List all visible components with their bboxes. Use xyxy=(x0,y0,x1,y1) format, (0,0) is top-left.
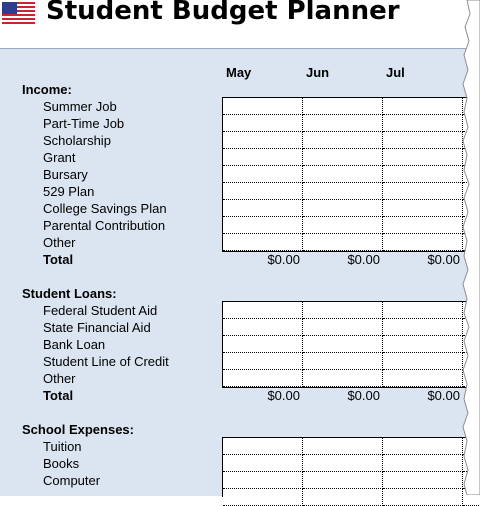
expenses-input-grid xyxy=(222,437,474,497)
budget-input-cell[interactable] xyxy=(303,438,383,455)
budget-input-cell[interactable] xyxy=(303,217,383,234)
budget-input-cell[interactable] xyxy=(223,319,303,336)
budget-input-cell[interactable] xyxy=(303,132,383,149)
budget-input-cell[interactable] xyxy=(303,166,383,183)
budget-input-cell[interactable] xyxy=(223,132,303,149)
budget-input-cell[interactable] xyxy=(303,353,383,370)
budget-input-cell[interactable] xyxy=(303,489,383,506)
budget-input-cell[interactable] xyxy=(223,336,303,353)
budget-input-cell[interactable] xyxy=(383,319,463,336)
budget-input-cell[interactable] xyxy=(223,489,303,506)
budget-input-cell[interactable] xyxy=(223,353,303,370)
budget-sheet xyxy=(0,48,474,496)
budget-input-cell[interactable] xyxy=(303,149,383,166)
row-label: Computer xyxy=(43,473,101,488)
total-value: $0.00 xyxy=(267,252,300,267)
budget-input-cell[interactable] xyxy=(303,472,383,489)
total-label: Total xyxy=(43,388,74,403)
budget-input-cell[interactable] xyxy=(303,370,383,387)
budget-input-cell[interactable] xyxy=(223,166,303,183)
budget-input-cell[interactable] xyxy=(223,472,303,489)
row-label: Parental Contribution xyxy=(43,218,166,233)
budget-input-cell[interactable] xyxy=(383,200,463,217)
row-label: Other xyxy=(43,235,76,250)
row-label: Student Line of Credit xyxy=(43,354,169,369)
budget-input-cell[interactable] xyxy=(223,234,303,251)
budget-input-cell[interactable] xyxy=(223,217,303,234)
section-heading-expenses: School Expenses: xyxy=(22,422,134,437)
row-label: Books xyxy=(43,456,80,471)
budget-input-cell[interactable] xyxy=(383,132,463,149)
total-value: $0.00 xyxy=(267,388,300,403)
row-label: College Savings Plan xyxy=(43,201,167,216)
total-value: $0.00 xyxy=(427,388,460,403)
budget-input-cell[interactable] xyxy=(223,302,303,319)
row-label: State Financial Aid xyxy=(43,320,151,335)
budget-input-cell[interactable] xyxy=(383,217,463,234)
row-label: Other xyxy=(43,371,76,386)
budget-input-cell[interactable] xyxy=(223,455,303,472)
budget-input-cell[interactable] xyxy=(383,166,463,183)
total-label: Total xyxy=(43,252,74,267)
budget-input-cell[interactable] xyxy=(383,302,463,319)
us-flag-icon xyxy=(2,2,35,24)
budget-input-cell[interactable] xyxy=(303,455,383,472)
page-title: Student Budget Planner xyxy=(46,0,400,26)
budget-input-cell[interactable] xyxy=(383,183,463,200)
row-label: Summer Job xyxy=(43,99,117,114)
title-bar xyxy=(0,0,480,48)
budget-input-cell[interactable] xyxy=(303,98,383,115)
budget-input-cell[interactable] xyxy=(223,183,303,200)
budget-input-cell[interactable] xyxy=(383,234,463,251)
budget-input-cell[interactable] xyxy=(223,370,303,387)
section-heading-loans: Student Loans: xyxy=(22,286,117,301)
budget-input-cell[interactable] xyxy=(383,472,463,489)
budget-input-cell[interactable] xyxy=(383,353,463,370)
loans-input-grid xyxy=(222,301,474,388)
budget-input-cell[interactable] xyxy=(303,115,383,132)
total-value: $0.00 xyxy=(427,252,460,267)
total-value: $0.00 xyxy=(347,388,380,403)
row-label: Tuition xyxy=(43,439,82,454)
budget-input-cell[interactable] xyxy=(223,98,303,115)
budget-input-cell[interactable] xyxy=(303,336,383,353)
budget-input-cell[interactable] xyxy=(223,438,303,455)
row-label: Scholarship xyxy=(43,133,111,148)
income-input-grid xyxy=(222,97,474,252)
month-header: Jul xyxy=(386,65,405,80)
torn-edge xyxy=(458,0,480,495)
budget-input-cell[interactable] xyxy=(383,438,463,455)
budget-input-cell[interactable] xyxy=(223,115,303,132)
budget-input-cell[interactable] xyxy=(303,319,383,336)
row-label: Bursary xyxy=(43,167,88,182)
month-header: Jun xyxy=(306,65,330,80)
budget-input-cell[interactable] xyxy=(303,234,383,251)
budget-input-cell[interactable] xyxy=(303,183,383,200)
budget-input-cell[interactable] xyxy=(223,149,303,166)
row-label: Federal Student Aid xyxy=(43,303,158,318)
section-heading-income: Income: xyxy=(22,82,72,97)
budget-input-cell[interactable] xyxy=(383,489,463,506)
row-label: Grant xyxy=(43,150,76,165)
budget-input-cell[interactable] xyxy=(383,149,463,166)
budget-input-cell[interactable] xyxy=(383,455,463,472)
budget-input-cell[interactable] xyxy=(303,302,383,319)
budget-input-cell[interactable] xyxy=(383,370,463,387)
budget-input-cell[interactable] xyxy=(383,336,463,353)
budget-input-cell[interactable] xyxy=(383,98,463,115)
row-label: Bank Loan xyxy=(43,337,106,352)
row-label: 529 Plan xyxy=(43,184,95,199)
month-header: May xyxy=(226,65,252,80)
total-value: $0.00 xyxy=(347,252,380,267)
budget-input-cell[interactable] xyxy=(383,115,463,132)
row-label: Part-Time Job xyxy=(43,116,125,131)
budget-input-cell[interactable] xyxy=(223,200,303,217)
budget-input-cell[interactable] xyxy=(303,200,383,217)
